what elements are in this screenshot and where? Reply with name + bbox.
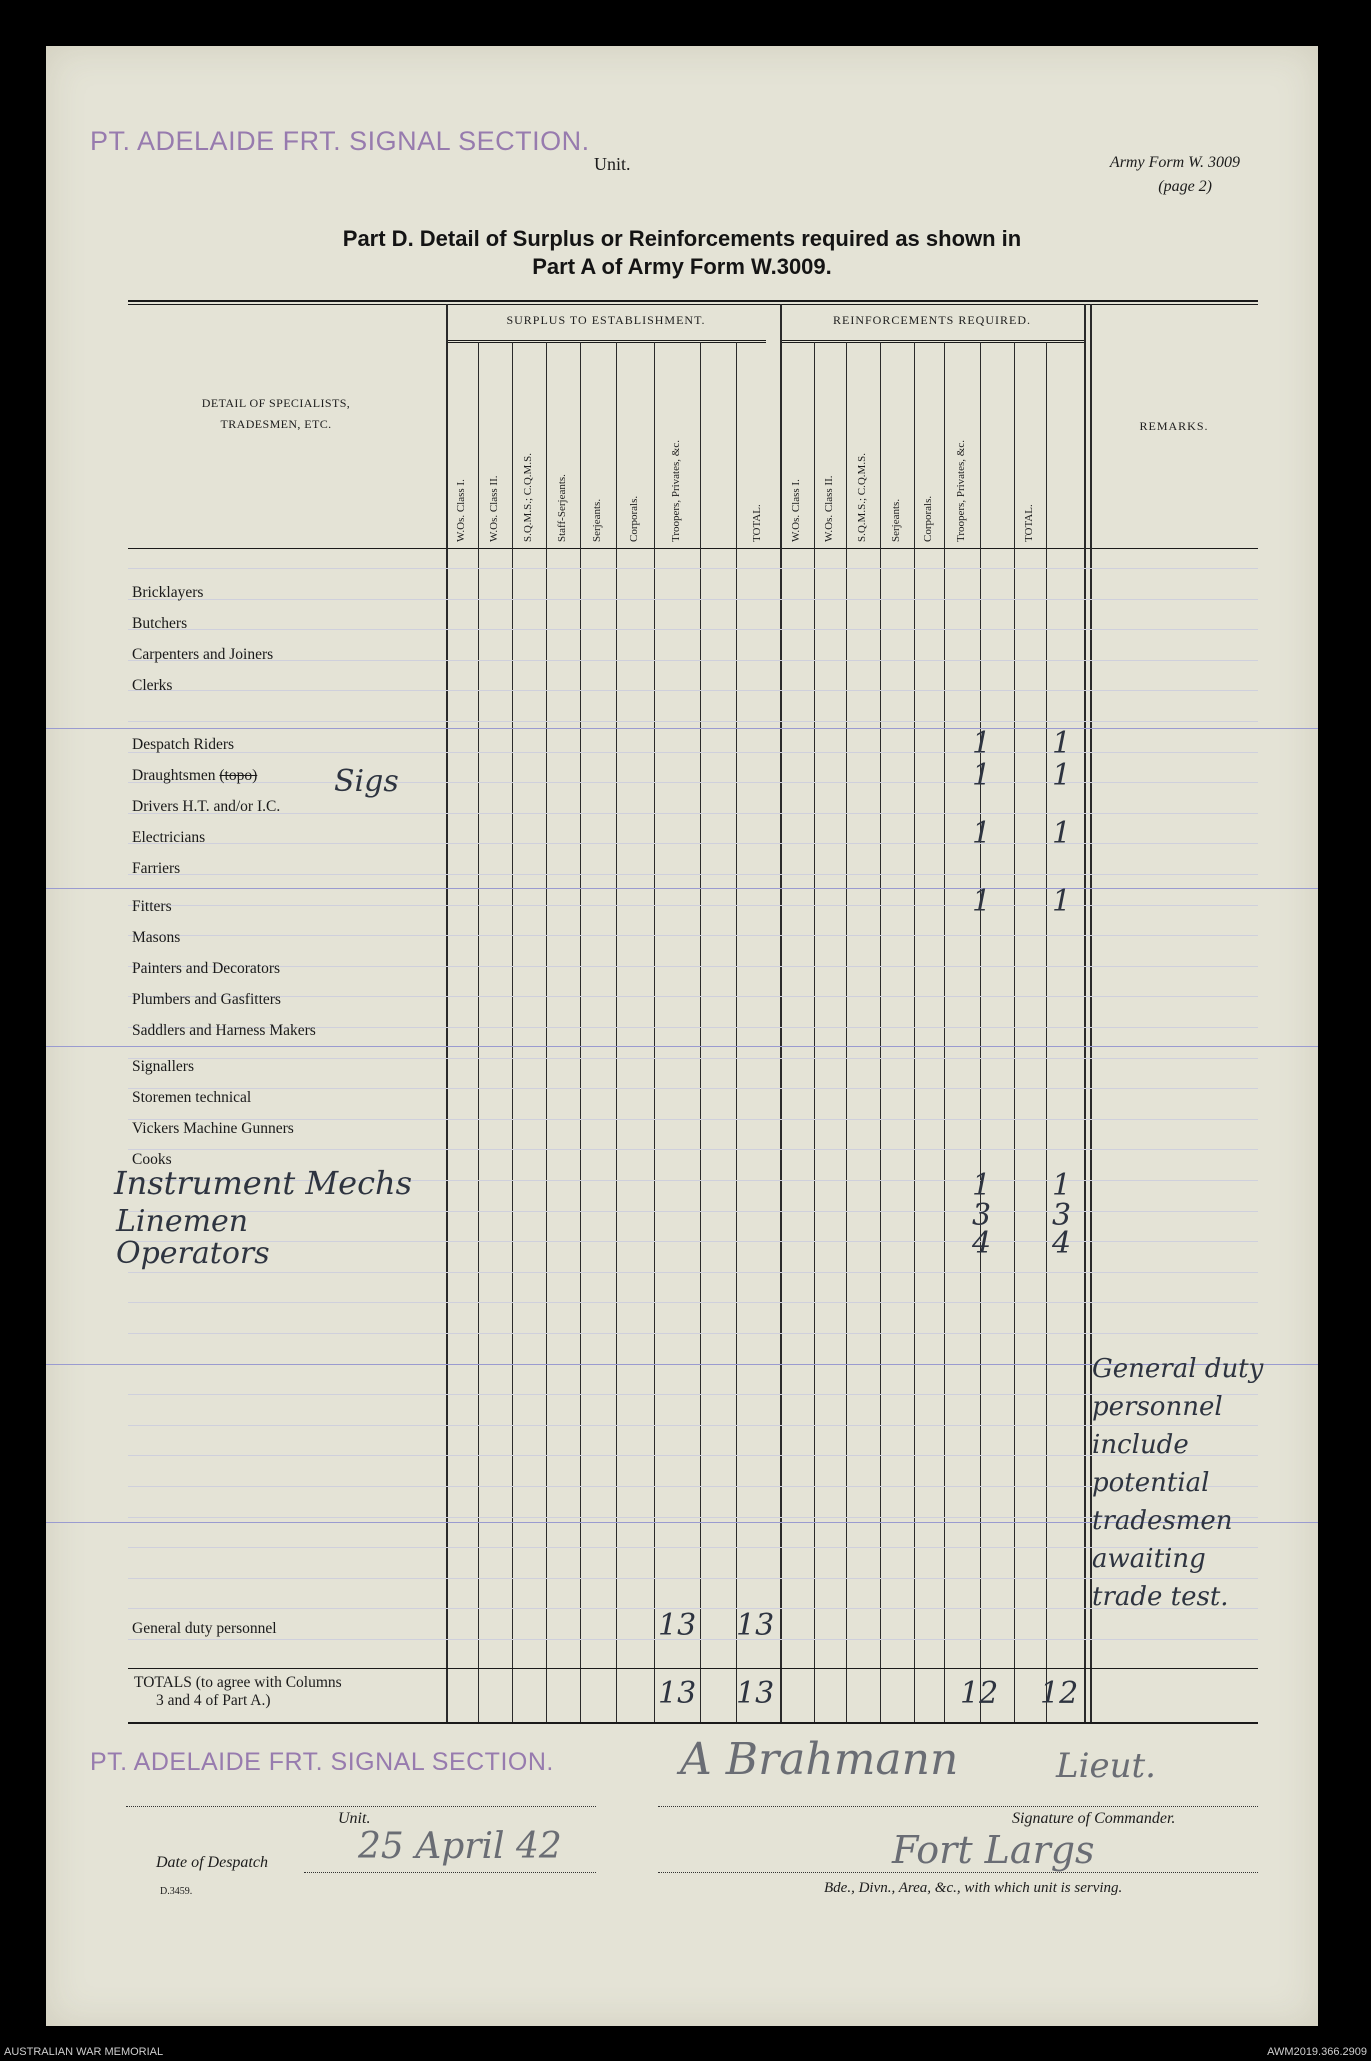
- column-divider: [914, 342, 915, 1722]
- ruled-line: [128, 782, 1258, 783]
- reinforcement-count: 4: [1052, 1226, 1072, 1261]
- surplus-col-header: Troopers, Privates, &c.: [670, 440, 682, 542]
- ruled-line: [128, 1517, 1258, 1518]
- remarks-line: tradesmen: [1092, 1506, 1233, 1536]
- reinforcement-count: 1: [972, 884, 992, 919]
- form-title-line1: Part D. Detail of Surplus or Reinforcements required as shown in: [342, 226, 1022, 251]
- detail-header-line1: DETAIL OF SPECIALISTS,: [201, 396, 351, 410]
- ruled-line: [128, 721, 1258, 722]
- reinf-col-header: W.Os. Class II.: [823, 475, 835, 542]
- column-divider: [736, 342, 737, 1722]
- trade-row-label: Cooks: [132, 1151, 172, 1168]
- hw-trade-instrument-mechs: Instrument Mechs: [114, 1164, 413, 1202]
- reinf-group-rule: [780, 340, 1084, 341]
- surplus-col-header: Corporals.: [628, 495, 640, 542]
- totals-label: [134, 1674, 342, 1710]
- column-divider: [880, 342, 881, 1722]
- reinforcement-count: 1: [972, 758, 992, 793]
- trade-row-label: Electricians: [132, 829, 206, 846]
- trade-row-label: Storemen technical: [132, 1089, 252, 1106]
- ruled-line: [128, 690, 1258, 691]
- form-code: D.3459.: [160, 1886, 193, 1897]
- blue-ruled-line: [46, 888, 1318, 889]
- location-caption: Bde., Divn., Area, &c., with which unit is serving.: [824, 1880, 1123, 1896]
- trade-row-label: Painters and Decorators: [132, 960, 281, 977]
- blue-ruled-line: [46, 1046, 1318, 1047]
- reinforcement-count: 1: [972, 726, 992, 761]
- column-divider: [700, 342, 701, 1722]
- reinforcement-count: 3: [1052, 1198, 1072, 1233]
- ruled-line: [128, 1333, 1258, 1334]
- remarks-line: trade test.: [1092, 1582, 1229, 1612]
- surplus-header: SURPLUS TO ESTABLISHMENT.: [506, 313, 706, 327]
- reinforcement-count: 1: [1052, 726, 1072, 761]
- location-value: Fort Largs: [892, 1828, 1095, 1872]
- reinforcements-header: REINFORCEMENTS REQUIRED.: [832, 313, 1031, 327]
- detail-header: [126, 396, 426, 432]
- ruled-line: [128, 599, 1258, 600]
- surplus-col-header: W.Os. Class II.: [488, 475, 500, 542]
- trade-row-label: Masons: [132, 929, 181, 946]
- trade-row-label: Bricklayers: [132, 584, 204, 601]
- general-duty-label: General duty personnel: [132, 1620, 277, 1637]
- unit-line: [126, 1806, 596, 1807]
- date-line: [304, 1872, 596, 1873]
- reinf-col-header: Serjeants.: [890, 498, 902, 542]
- column-divider: [512, 342, 513, 1722]
- unit-caption: Unit.: [338, 1810, 371, 1827]
- trade-row-label: Despatch Riders: [132, 736, 235, 753]
- reinf-col-header: Corporals.: [922, 495, 934, 542]
- ruled-line: [128, 905, 1258, 906]
- surplus-col-header: S.Q.M.S.; C.Q.M.S.: [522, 453, 534, 542]
- surplus-col-header: TOTAL.: [751, 504, 763, 542]
- reinf-group-rule-2: [780, 342, 1084, 343]
- remarks-line: include: [1092, 1430, 1189, 1460]
- amendment-sigs: Sigs: [334, 764, 399, 799]
- trade-row-label: Vickers Machine Gunners: [132, 1120, 294, 1137]
- column-divider: [1084, 304, 1086, 1722]
- reinf-col-header: S.Q.M.S.; C.Q.M.S.: [856, 453, 868, 542]
- struck-topo: (topo): [219, 767, 258, 784]
- ruled-line: [128, 629, 1258, 630]
- reinf-col-header: W.Os. Class I.: [790, 479, 802, 542]
- column-divider: [780, 304, 782, 1722]
- form-page-number: (page 2): [1158, 178, 1212, 195]
- trade-row-label: Clerks: [132, 677, 173, 694]
- ruled-line: [128, 1058, 1258, 1059]
- table-top-rule: [128, 300, 1258, 302]
- ruled-line: [128, 1119, 1258, 1120]
- form-title-line2: Part A of Army Form W.3009.: [532, 254, 832, 279]
- trade-row-label: Plumbers and Gasfitters: [132, 991, 281, 1008]
- reinforcement-count: 1: [972, 1168, 992, 1203]
- surplus-group-rule: [446, 340, 766, 341]
- totals-reinf-troopers: 12: [960, 1676, 999, 1711]
- column-divider: [580, 342, 581, 1722]
- column-divider: [1014, 342, 1015, 1722]
- remarks-header: REMARKS.: [1139, 419, 1209, 433]
- reinforcement-count: 1: [1052, 758, 1072, 793]
- column-divider: [616, 342, 617, 1722]
- column-divider: [546, 342, 547, 1722]
- signature-line: [658, 1806, 1258, 1807]
- totals-surplus-troopers: 13: [658, 1676, 697, 1711]
- ruled-line: [128, 660, 1258, 661]
- reinforcement-count: 3: [972, 1198, 992, 1233]
- header-bottom-rule: [128, 548, 1258, 549]
- surplus-col-header: Serjeants.: [591, 498, 603, 542]
- ruled-line: [128, 1088, 1258, 1089]
- ruled-line: [128, 843, 1258, 844]
- totals-top-rule: [128, 1668, 1258, 1669]
- commander-signature: A Brahmann: [680, 1734, 959, 1785]
- form-page: [46, 46, 1318, 2026]
- column-divider: [980, 342, 981, 1722]
- remarks-line: General duty: [1092, 1354, 1264, 1384]
- ruled-line: [128, 1302, 1258, 1303]
- reinforcement-count: 1: [1052, 816, 1072, 851]
- column-divider: [944, 342, 945, 1722]
- hw-trade-linemen: Linemen: [116, 1204, 249, 1239]
- table-top-rule-thin: [128, 304, 1258, 305]
- unit-label: Unit.: [594, 154, 631, 174]
- trade-row-label: Drivers H.T. and/or I.C.: [132, 798, 281, 815]
- signature-caption: Signature of Commander.: [1012, 1810, 1176, 1827]
- ruled-line: [128, 568, 1258, 569]
- unit-stamp-bottom: PT. ADELAIDE FRT. SIGNAL SECTION.: [90, 1748, 554, 1776]
- footer-archive-id: AWM2019.366.2909: [1267, 2046, 1367, 2058]
- remarks-line: personnel: [1092, 1392, 1223, 1422]
- ruled-line: [128, 1241, 1258, 1242]
- surplus-group-rule-2: [446, 342, 766, 343]
- hw-trade-operators: Operators: [116, 1236, 270, 1271]
- unit-stamp-top: PT. ADELAIDE FRT. SIGNAL SECTION.: [90, 126, 590, 156]
- ruled-line: [128, 1455, 1258, 1456]
- ruled-line: [128, 1272, 1258, 1273]
- footer-archive-name: AUSTRALIAN WAR MEMORIAL: [4, 2046, 164, 2058]
- reinf-col-header: TOTAL.: [1023, 504, 1035, 542]
- column-divider: [446, 304, 448, 1722]
- totals-label-line1: TOTALS (to agree with Columns: [134, 1674, 342, 1691]
- blue-ruled-line: [46, 728, 1318, 729]
- surplus-col-header: W.Os. Class I.: [455, 479, 467, 542]
- general-duty-surplus-total: 13: [736, 1608, 775, 1643]
- trade-row-label: Fitters: [132, 898, 172, 915]
- trade-row-label: Saddlers and Harness Makers: [132, 1022, 316, 1039]
- totals-label-line2: 3 and 4 of Part A.): [156, 1692, 271, 1709]
- location-line: [658, 1872, 1258, 1873]
- ruled-line: [128, 874, 1258, 875]
- ruled-line: [128, 1394, 1258, 1395]
- ruled-line: [128, 1425, 1258, 1426]
- trade-row-label: Carpenters and Joiners: [132, 646, 274, 663]
- ruled-line: [128, 1211, 1258, 1212]
- totals-surplus-total: 13: [736, 1676, 775, 1711]
- reinforcement-count: 4: [972, 1226, 992, 1261]
- ruled-line: [128, 1149, 1258, 1150]
- ruled-line: [128, 996, 1258, 997]
- column-divider: [1046, 342, 1047, 1722]
- reinforcement-count: 1: [1052, 1168, 1072, 1203]
- trade-row-label: Draughtsmen (topo): [132, 767, 258, 784]
- ruled-line: [128, 1578, 1258, 1579]
- remarks-line: awaiting: [1092, 1544, 1206, 1574]
- ruled-line: [128, 752, 1258, 753]
- column-divider: [846, 342, 847, 1722]
- surplus-col-header: Staff-Serjeants.: [556, 474, 568, 542]
- trade-row-label: Butchers: [132, 615, 188, 632]
- form-name: Army Form W. 3009: [1109, 154, 1240, 171]
- reinforcement-count: 1: [972, 816, 992, 851]
- reinforcement-count: 1: [1052, 884, 1072, 919]
- trade-row-label: Farriers: [132, 860, 181, 877]
- commander-rank: Lieut.: [1056, 1746, 1156, 1786]
- column-divider: [814, 342, 815, 1722]
- column-divider: [478, 342, 479, 1722]
- totals-reinf-total: 12: [1040, 1676, 1079, 1711]
- column-divider: [654, 342, 655, 1722]
- ruled-line: [128, 935, 1258, 936]
- date-label: Date of Despatch: [156, 1854, 268, 1871]
- ruled-line: [128, 1486, 1258, 1487]
- ruled-line: [128, 1547, 1258, 1548]
- date-value: 25 April 42: [358, 1826, 562, 1867]
- trade-row-label: Signallers: [132, 1058, 194, 1075]
- reinf-col-header: Troopers, Privates, &c.: [955, 440, 967, 542]
- detail-header-line2: TRADESMEN, ETC.: [220, 417, 332, 431]
- ruled-line: [128, 966, 1258, 967]
- ruled-line: [128, 813, 1258, 814]
- general-duty-surplus-troopers: 13: [658, 1608, 697, 1643]
- table-bottom-rule: [128, 1722, 1258, 1724]
- remarks-line: potential: [1092, 1468, 1210, 1498]
